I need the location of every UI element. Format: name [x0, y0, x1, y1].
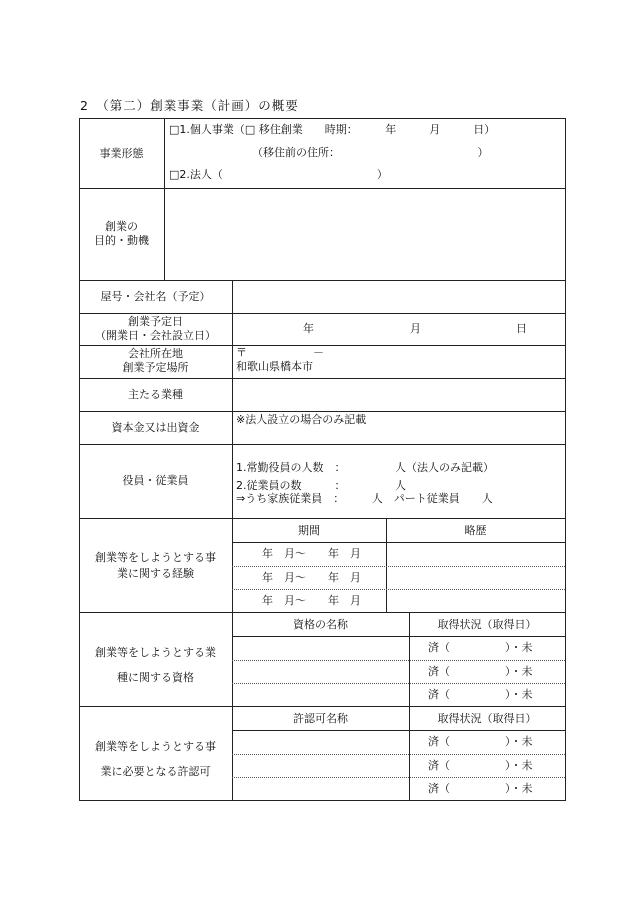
location-label: 会社所在地 創業予定場所 [122, 347, 189, 374]
experience-row[interactable]: 年 月～ 年 月 [262, 547, 361, 560]
experience-row[interactable]: 年 月～ 年 月 [262, 594, 361, 607]
option-corporation[interactable]: □2.法人（ ） [169, 168, 388, 181]
start-date-month: 月 [410, 322, 421, 335]
start-date-label: 創業予定日 （開業日・会社設立日） [95, 315, 216, 342]
permit-label: 創業等をしようとする事 業に必要となる許認可 [95, 740, 216, 778]
experience-label: 創業等をしようとする事 業に関する経験 [95, 551, 216, 580]
capital-note: ※法人設立の場合のみ記載 [236, 413, 367, 426]
staff-label: 役員・従業員 [122, 474, 189, 487]
staff-employees-count: 2.従業員の数 ： 人 [236, 479, 406, 492]
start-date-day: 日 [516, 322, 527, 335]
section-title: 2 （第二）創業事業（計画）の概要 [80, 98, 299, 113]
qualification-name-header: 資格の名称 [293, 618, 348, 631]
relocation-address: （移住前の住所： ） [252, 146, 489, 159]
experience-period-header: 期間 [298, 524, 320, 537]
staff-officers-count: 1.常勤役員の人数 ： 人（法人のみ記載） [236, 461, 494, 474]
purpose-label: 創業の 目的・動機 [94, 220, 149, 247]
postal-code[interactable]: 〒 － [236, 346, 324, 359]
permit-status-row[interactable]: 済（ ）・未 [428, 782, 533, 795]
trade-name-label: 屋号・会社名（予定） [100, 290, 211, 303]
experience-history-header: 略歴 [464, 524, 487, 537]
permit-name-header: 許認可名称 [293, 712, 348, 725]
purpose-input[interactable] [165, 189, 565, 280]
main-industry-input[interactable] [233, 379, 565, 411]
qualification-status-row[interactable]: 済（ ）・未 [428, 688, 533, 701]
business-form-label: 事業形態 [99, 147, 144, 160]
start-date-year: 年 [303, 322, 314, 335]
location-city[interactable]: 和歌山県橋本市 [236, 360, 313, 373]
main-industry-label: 主たる業種 [128, 388, 183, 401]
qualification-status-row[interactable]: 済（ ）・未 [428, 665, 533, 678]
qualification-label: 創業等をしようとする業 種に関する資格 [95, 646, 216, 684]
capital-label: 資本金又は出資金 [111, 421, 200, 434]
qualification-status-row[interactable]: 済（ ）・未 [428, 641, 533, 654]
permit-status-row[interactable]: 済（ ）・未 [428, 735, 533, 748]
staff-family-part-time: ⇒うち家族従業員 ： 人 パート従業員 人 [236, 492, 493, 505]
qualification-status-header: 取得状況（取得日） [437, 618, 537, 631]
permit-status-row[interactable]: 済（ ）・未 [428, 759, 533, 772]
option-individual-business[interactable]: □1.個人事業（□ 移住創業 時期： 年 月 日） [169, 123, 496, 136]
experience-row[interactable]: 年 月～ 年 月 [262, 571, 361, 584]
trade-name-input[interactable] [233, 281, 565, 313]
permit-status-header: 取得状況（取得日） [437, 712, 537, 725]
